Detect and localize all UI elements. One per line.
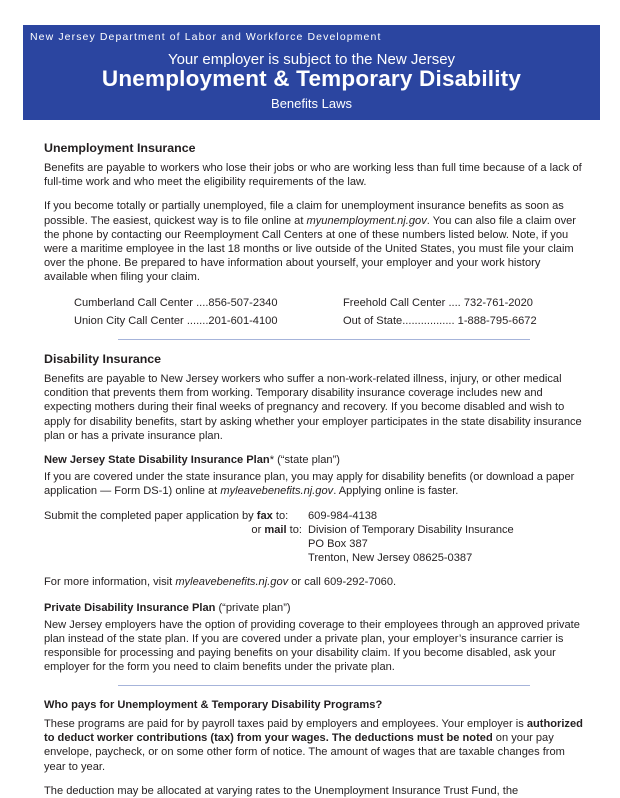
mail-address-line-3: Trenton, New Jersey 08625-0387 xyxy=(308,552,473,565)
divider xyxy=(118,685,530,686)
submit-mail-label: or mail to: xyxy=(251,523,302,536)
state-plan-heading: New Jersey State Disability Insurance Plan* (“state plan”) xyxy=(44,454,340,467)
call-center-out-of-state: Out of State................. 1-888-795-6672 xyxy=(343,314,537,327)
ui-paragraph-2: If you become totally or partially unemployed, file a claim for unemployment insurance benefits as soon as possible. The easiest, quickest way is to file online at myunemployment.nj.gov. You can also file a claim over the phone by contacting our Reemployment Call Centers at one of these numbers listed below. Note, if you were a maritime employee in the last 18 months or live outside of the United States, you must file your claim over the phone. Be prepared to have information about yourself, your employer and your work history available when filing your claim. xyxy=(44,200,576,284)
who-pays-paragraph-1: These programs are paid for by payroll taxes paid by employers and employees. Your employer is authorized to deduct worker contributions (tax) from your wages. The deductions must be noted on your pay envelope, paycheck, or on some other form of notice. The amount of wages that are taxable changes from year to year. xyxy=(44,717,583,773)
ui-heading: Unemployment Insurance xyxy=(44,141,196,155)
banner-subtitle: Your employer is subject to the New Jersey xyxy=(167,51,456,68)
myleavebenefits-link-2[interactable]: myleavebenefits.nj.gov xyxy=(175,576,289,589)
submit-address-block xyxy=(44,509,584,566)
who-pays-heading: Who pays for Unemployment & Temporary Disability Programs? xyxy=(44,698,383,711)
submit-fax-label: Submit the completed paper application by fax to: xyxy=(44,509,289,522)
call-center-cumberland: Cumberland Call Center ....856-507-2340 xyxy=(74,296,278,309)
myunemployment-link[interactable]: myunemployment.nj.gov xyxy=(306,214,427,227)
fax-number: 609-984-4138 xyxy=(308,509,378,522)
divider xyxy=(118,339,530,340)
di-paragraph-1: Benefits are payable to New Jersey workers who suffer a non-work-related illness, injury, or other medical condition that prevents them from working. Temporary disability insurance coverage includes new and expecting mothers during their final weeks of pregnancy and recovery. If you become disabled and wish to apply for disability benefits, start by asking whether your employer participates in the state disability insurance plan or has a private insurance plan. xyxy=(44,373,582,442)
page-title: Unemployment & Temporary Disability xyxy=(101,66,522,91)
call-center-union-city: Union City Call Center .......201-601-4100 xyxy=(74,314,278,327)
call-center-freehold: Freehold Call Center .... 732-761-2020 xyxy=(343,296,533,309)
document-body xyxy=(44,141,584,798)
mail-address-line-1: Division of Temporary Disability Insurance xyxy=(308,523,514,536)
mail-address-line-2: PO Box 387 xyxy=(308,538,368,551)
department-name: New Jersey Department of Labor and Workforce Development xyxy=(30,31,382,43)
more-info-line: For more information, visit myleavebenefits.nj.gov or call 609-292-7060. xyxy=(44,576,397,589)
banner-tagline: Benefits Laws xyxy=(271,96,352,111)
header-banner xyxy=(23,25,600,120)
call-center-list xyxy=(74,296,584,328)
who-pays-paragraph-2: The deduction may be allocated at varying rates to the Unemployment Insurance Trust Fund, the xyxy=(44,784,519,797)
private-plan-paragraph: New Jersey employers have the option of providing coverage to their employees through an approved private plan instead of the state plan. If you are covered under a private plan, your employer’s insurance carrier is responsible for processing and paying benefits on your disability claim. If you become disabled, ask your employer for the form you need to claim benefits under the private plan. xyxy=(44,618,580,674)
di-heading: Disability Insurance xyxy=(44,352,162,367)
ui-paragraph-1: Benefits are payable to workers who lose their jobs or who are working less than full time because of a lack of full-time work and who meet the eligibility requirements of the law. xyxy=(44,162,582,189)
private-plan-heading: Private Disability Insurance Plan (“private plan”) xyxy=(44,601,291,614)
myleavebenefits-link[interactable]: myleavebenefits.nj.gov xyxy=(220,485,334,498)
state-plan-paragraph: If you are covered under the state insurance plan, you may apply for disability benefits (or download a paper application — Form DS-1) online at myleavebenefits.nj.gov. Applying online is faster. xyxy=(44,471,575,498)
